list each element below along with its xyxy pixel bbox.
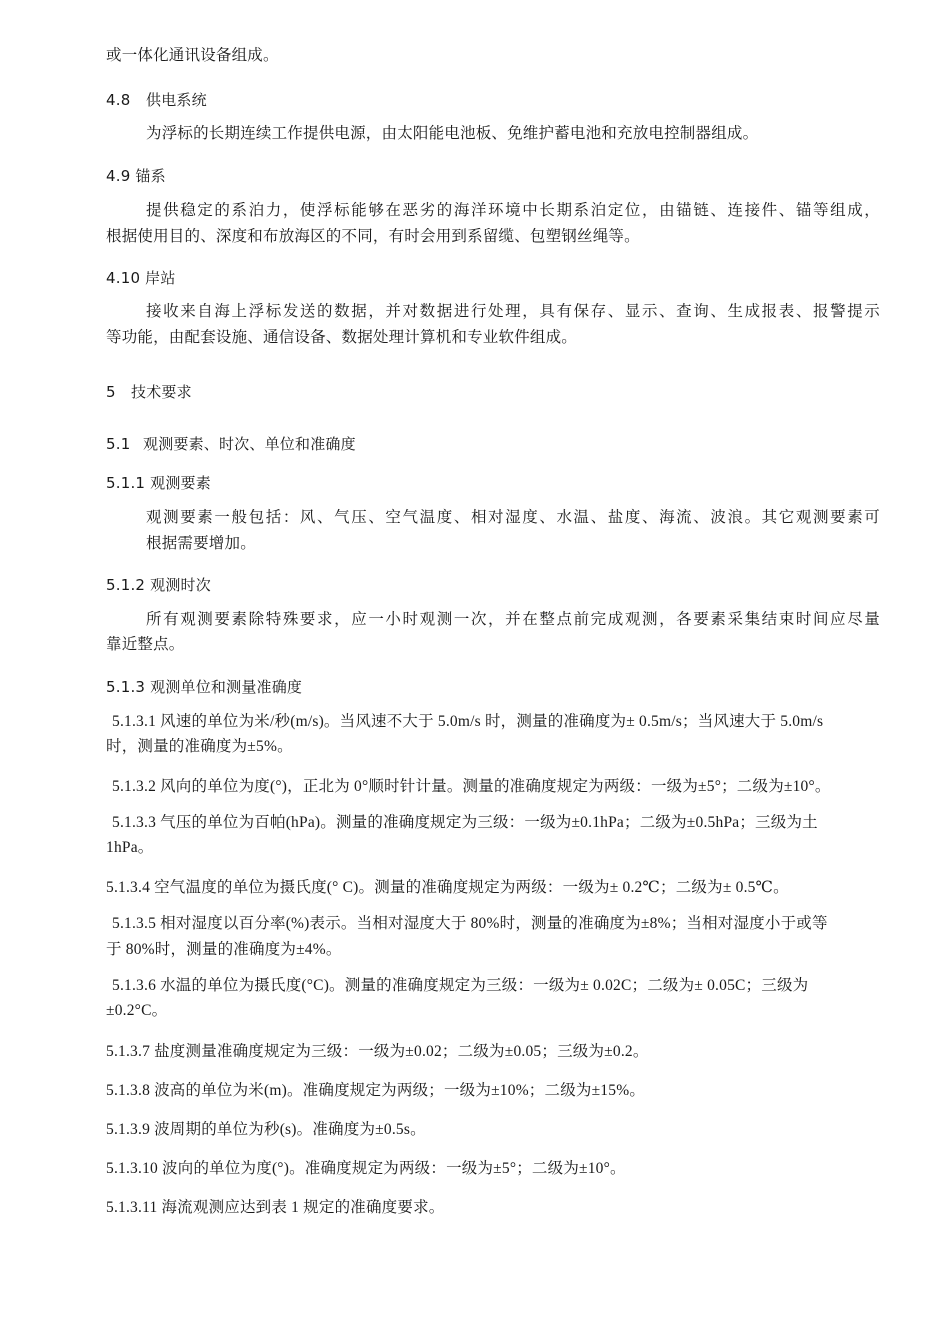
clause-line: 5.1.3.2 风向的单位为度(°)，正北为 0°顺时针计量。测量的准确度规定为两级：一级为±5°；二级为±10°。 bbox=[112, 778, 831, 795]
clause-line: 5.1.3.7 盐度测量准确度规定为三级：一级为±0.02；二级为±0.05；三级为±0.2。 bbox=[106, 1043, 649, 1060]
section-number: 4.8 bbox=[106, 91, 131, 109]
chapter-title: 技术要求 bbox=[131, 383, 192, 401]
section-title: 供电系统 bbox=[146, 91, 207, 109]
subsection-heading: 5.1.1 观测要素 bbox=[106, 474, 211, 492]
clause-line: ±0.2°C。 bbox=[106, 1002, 168, 1019]
paragraph-line: 靠近整点。 bbox=[106, 636, 185, 653]
subsection-heading: 5.1.2 观测时次 bbox=[106, 576, 211, 594]
section-heading: 4.9 锚系 bbox=[106, 167, 166, 185]
paragraph-line: 提供稳定的系泊力，使浮标能够在恶劣的海洋环境中长期系泊定位，由锚链、连接件、锚等组成， bbox=[146, 202, 880, 219]
chapter-number: 5 bbox=[106, 383, 116, 401]
paragraph-line: 接收来自海上浮标发送的数据，并对数据进行处理，具有保存、显示、查询、生成报表、报警提示 bbox=[146, 303, 880, 320]
paragraph-line: 为浮标的长期连续工作提供电源，由太阳能电池板、免维护蓄电池和充放电控制器组成。 bbox=[146, 125, 759, 142]
clause-line: 5.1.3.5 相对湿度以百分率(%)表示。当相对湿度大于 80%时，测量的准确度为±8%；当相对湿度小于或等 bbox=[112, 915, 828, 932]
paragraph-line: 等功能，由配套设施、通信设备、数据处理计算机和专业软件组成。 bbox=[106, 329, 578, 346]
paragraph-line: 根据需要增加。 bbox=[146, 535, 256, 552]
section-number: 5.1 bbox=[106, 435, 131, 453]
subsection-heading: 5.1.3 观测单位和测量准确度 bbox=[106, 678, 303, 696]
section-heading: 4.10 岸站 bbox=[106, 269, 176, 287]
paragraph-line: 根据使用目的、深度和布放海区的不同，有时会用到系留缆、包塑钢丝绳等。 bbox=[106, 228, 640, 245]
clause-line: 时，测量的准确度为±5%。 bbox=[106, 738, 293, 755]
clause-line: 5.1.3.6 水温的单位为摄氏度(°C)。测量的准确度规定为三级：一级为± 0.02C；二级为± 0.05C；三级为 bbox=[112, 977, 809, 994]
paragraph-line: 观测要素一般包括：风、气压、空气温度、相对湿度、水温、盐度、海流、波浪。其它观测要素可 bbox=[146, 509, 880, 526]
section-title: 观测要素、时次、单位和准确度 bbox=[143, 435, 356, 453]
paragraph-line: 所有观测要素除特殊要求，应一小时观测一次，并在整点前完成观测，各要素采集结束时间应尽量 bbox=[146, 611, 880, 628]
clause-line: 5.1.3.1 风速的单位为米/秒(m/s)。当风速不大于 5.0m/s 时，测量的准确度为± 0.5m/s；当风速大于 5.0m/s bbox=[112, 713, 824, 730]
clause-line: 5.1.3.8 波高的单位为米(m)。准确度规定为两级；一级为±10%；二级为±15%。 bbox=[106, 1082, 646, 1099]
paragraph-line: 或一体化通讯设备组成。 bbox=[106, 47, 279, 64]
clause-line: 5.1.3.10 波向的单位为度(°)。准确度规定为两级：一级为±5°；二级为±10°。 bbox=[106, 1160, 626, 1177]
clause-line: 5.1.3.4 空气温度的单位为摄氏度(° C)。测量的准确度规定为两级：一级为± 0.2℃；二级为± 0.5℃。 bbox=[106, 879, 789, 896]
clause-line: 5.1.3.11 海流观测应达到表 1 规定的准确度要求。 bbox=[106, 1199, 445, 1216]
clause-line: 5.1.3.3 气压的单位为百帕(hPa)。测量的准确度规定为三级：一级为±0.1hPa；二级为±0.5hPa；三级为土 bbox=[112, 814, 818, 831]
clause-line: 5.1.3.9 波周期的单位为秒(s)。准确度为±0.5s。 bbox=[106, 1121, 426, 1138]
clause-line: 1hPa。 bbox=[106, 839, 154, 856]
clause-line: 于 80%时，测量的准确度为±4%。 bbox=[106, 941, 342, 958]
